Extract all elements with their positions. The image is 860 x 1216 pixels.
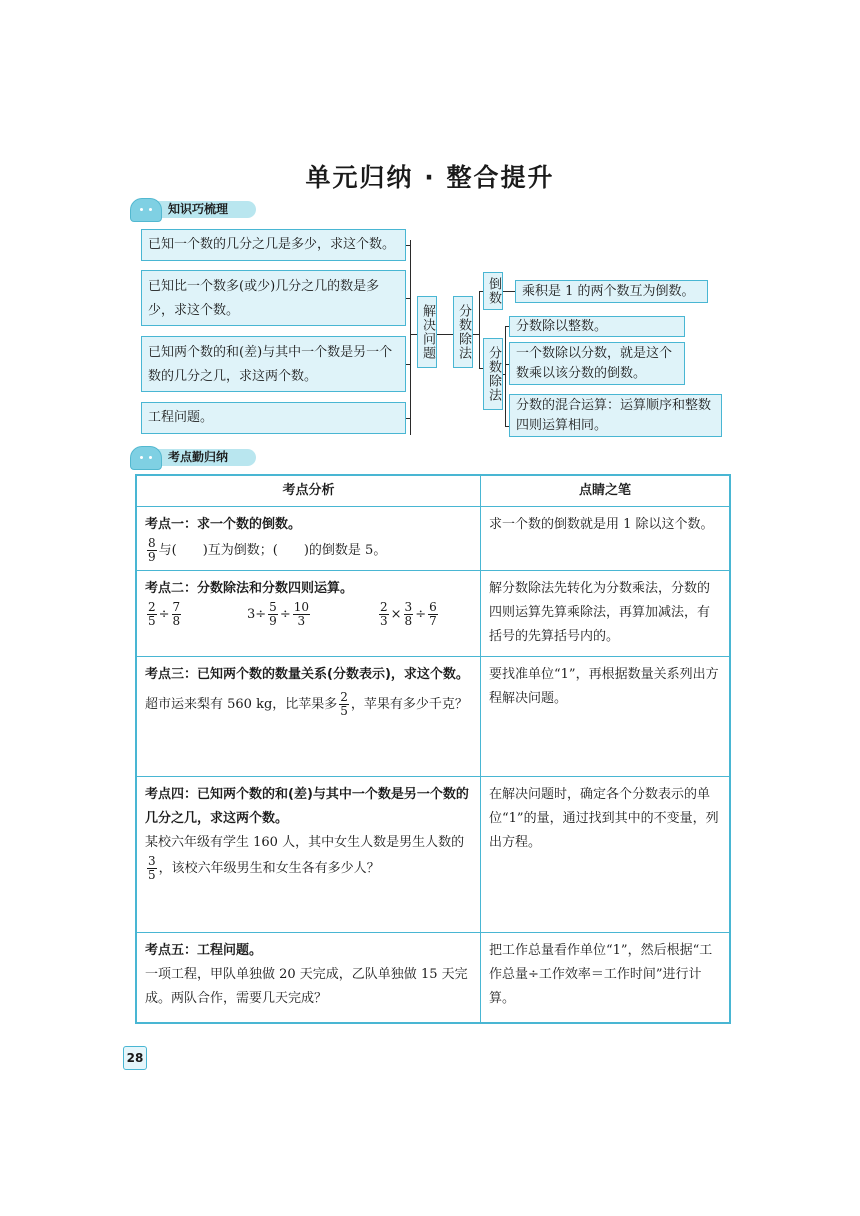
knowledge-box-4: 工程问题。 (141, 402, 406, 434)
cloud-icon (130, 446, 162, 470)
numerator: 10 (293, 600, 309, 614)
point-title: 考点四：已知两个数的和(差)与其中一个数是另一个数的几分之几，求这两个数。 (145, 787, 469, 826)
table-header-row (136, 475, 730, 507)
question-body: ，该校六年级男生和女生各有多少人？ (158, 861, 380, 876)
table-row (136, 657, 730, 777)
column-header: 考点分析 (136, 475, 481, 507)
connector-line (503, 291, 515, 292)
operator: × (390, 607, 402, 622)
fraction (268, 601, 278, 628)
question-text (145, 691, 472, 718)
numerator: 2 (380, 600, 388, 614)
fraction (172, 601, 182, 628)
numerator: 3 (148, 854, 156, 868)
table-row (136, 777, 730, 933)
bracket-tick (406, 298, 411, 299)
operator: ÷ (158, 607, 170, 622)
right-box-1: 分数除以整数。 (509, 316, 685, 337)
fraction (147, 537, 157, 564)
point-cell (136, 777, 481, 933)
fraction (339, 691, 349, 718)
point-cell (136, 507, 481, 571)
numerator: 2 (340, 690, 348, 704)
question-body: ，苹果有多少千克？ (350, 697, 468, 712)
denominator: 3 (297, 614, 306, 628)
table-row (136, 507, 730, 571)
fraction (428, 601, 438, 628)
tip-cell: 在解决问题时，确定各个分数表示的单位“1”的量，通过找到其中的不变量，列出方程。 (481, 777, 731, 933)
numerator: 2 (148, 600, 156, 614)
tip-cell: 把工作总量看作单位“1”，然后根据“工作总量÷工作效率＝工作时间”进行计算。 (481, 933, 731, 1023)
point-title: 考点五：工程问题。 (145, 943, 263, 958)
bracket-line (479, 291, 480, 369)
bracket-tick (406, 418, 411, 419)
table-row (136, 571, 730, 657)
numerator: 8 (148, 536, 156, 550)
section-label: 考点勤归纳 (168, 450, 229, 464)
tip-cell: 解分数除法先转化为分数乘法，分数的四则运算先算乘除法，再算加减法，有括号的先算括号内的。 (481, 571, 731, 657)
fraction-division-box-2: 分数除法 (483, 338, 503, 410)
question-text: 一项工程，甲队单独做 20 天完成，乙队单独做 15 天完成。两队合作，需要几天完成？ (145, 967, 468, 1006)
denominator: 7 (429, 614, 437, 628)
knowledge-box-3: 已知两个数的和(差)与其中一个数是另一个数的几分之几，求这两个数。 (141, 336, 406, 392)
fraction (404, 601, 414, 628)
bracket-line (410, 240, 411, 435)
cloud-icon (130, 198, 162, 222)
denominator: 3 (380, 614, 388, 628)
point-cell (136, 933, 481, 1023)
point-cell (136, 571, 481, 657)
expression-3 (377, 601, 440, 628)
operator: ÷ (279, 607, 291, 622)
knowledge-box-2: 已知比一个数多(或少)几分之几的数是多少，求这个数。 (141, 270, 406, 326)
expression-2 (247, 601, 312, 628)
page-title: 单元归纳 · 整合提升 (305, 163, 555, 192)
point-title: 考点三：已知两个数的数量关系(分数表示)，求这个数。 (145, 667, 469, 682)
reciprocal-box: 倒数 (483, 272, 503, 310)
exam-points-table (135, 474, 731, 1024)
question-body: 超市运来梨有 560 kg，比苹果多 (145, 697, 338, 712)
bracket-tick (406, 364, 411, 365)
question-body: 与( )互为倒数；( )的倒数是 5。 (158, 543, 387, 558)
numerator: 6 (429, 600, 437, 614)
question-body: 某校六年级有学生 160 人，其中女生人数是男生人数的 (145, 835, 465, 850)
numerator: 7 (172, 600, 181, 614)
fraction-division-box: 分数除法 (453, 296, 473, 368)
tip-cell: 要找准单位“1”，再根据数量关系列出方程解决问题。 (481, 657, 731, 777)
question-text (145, 537, 472, 564)
numerator: 3 (404, 600, 413, 614)
denominator: 5 (340, 704, 348, 718)
denominator: 9 (269, 614, 277, 628)
right-box-2: 一个数除以分数，就是这个数乘以该分数的倒数。 (509, 342, 685, 385)
tip-cell: 求一个数的倒数就是用 1 除以这个数。 (481, 507, 731, 571)
fraction (293, 601, 310, 628)
expression-prefix: 3÷ (247, 607, 267, 622)
fraction (147, 601, 157, 628)
section-header-knowledge (130, 198, 260, 220)
section-label: 知识巧梳理 (168, 202, 229, 216)
reciprocal-definition: 乘积是 1 的两个数互为倒数。 (515, 280, 708, 303)
right-box-3: 分数的混合运算：运算顺序和整数四则运算相同。 (509, 394, 722, 437)
bracket-tick (406, 245, 411, 246)
section-header-exam (130, 446, 260, 468)
expressions (145, 601, 472, 631)
expression-1 (145, 601, 183, 628)
point-title: 考点一：求一个数的倒数。 (145, 517, 302, 532)
point-cell (136, 657, 481, 777)
question-text (145, 831, 472, 882)
connector-line (437, 334, 453, 335)
denominator: 5 (148, 868, 156, 882)
page-number: 28 (123, 1046, 147, 1070)
numerator: 5 (269, 600, 277, 614)
bracket-line (505, 326, 506, 427)
column-header: 点睛之笔 (481, 475, 731, 507)
denominator: 9 (148, 550, 156, 564)
fraction (379, 601, 389, 628)
fraction (147, 855, 157, 882)
denominator: 8 (172, 614, 181, 628)
operator: ÷ (415, 607, 427, 622)
denominator: 8 (404, 614, 413, 628)
table-row (136, 933, 730, 1023)
knowledge-box-1: 已知一个数的几分之几是多少，求这个数。 (141, 229, 406, 261)
denominator: 5 (148, 614, 156, 628)
point-title: 考点二：分数除法和分数四则运算。 (145, 581, 354, 596)
solve-problem-box: 解决问题 (417, 296, 437, 368)
